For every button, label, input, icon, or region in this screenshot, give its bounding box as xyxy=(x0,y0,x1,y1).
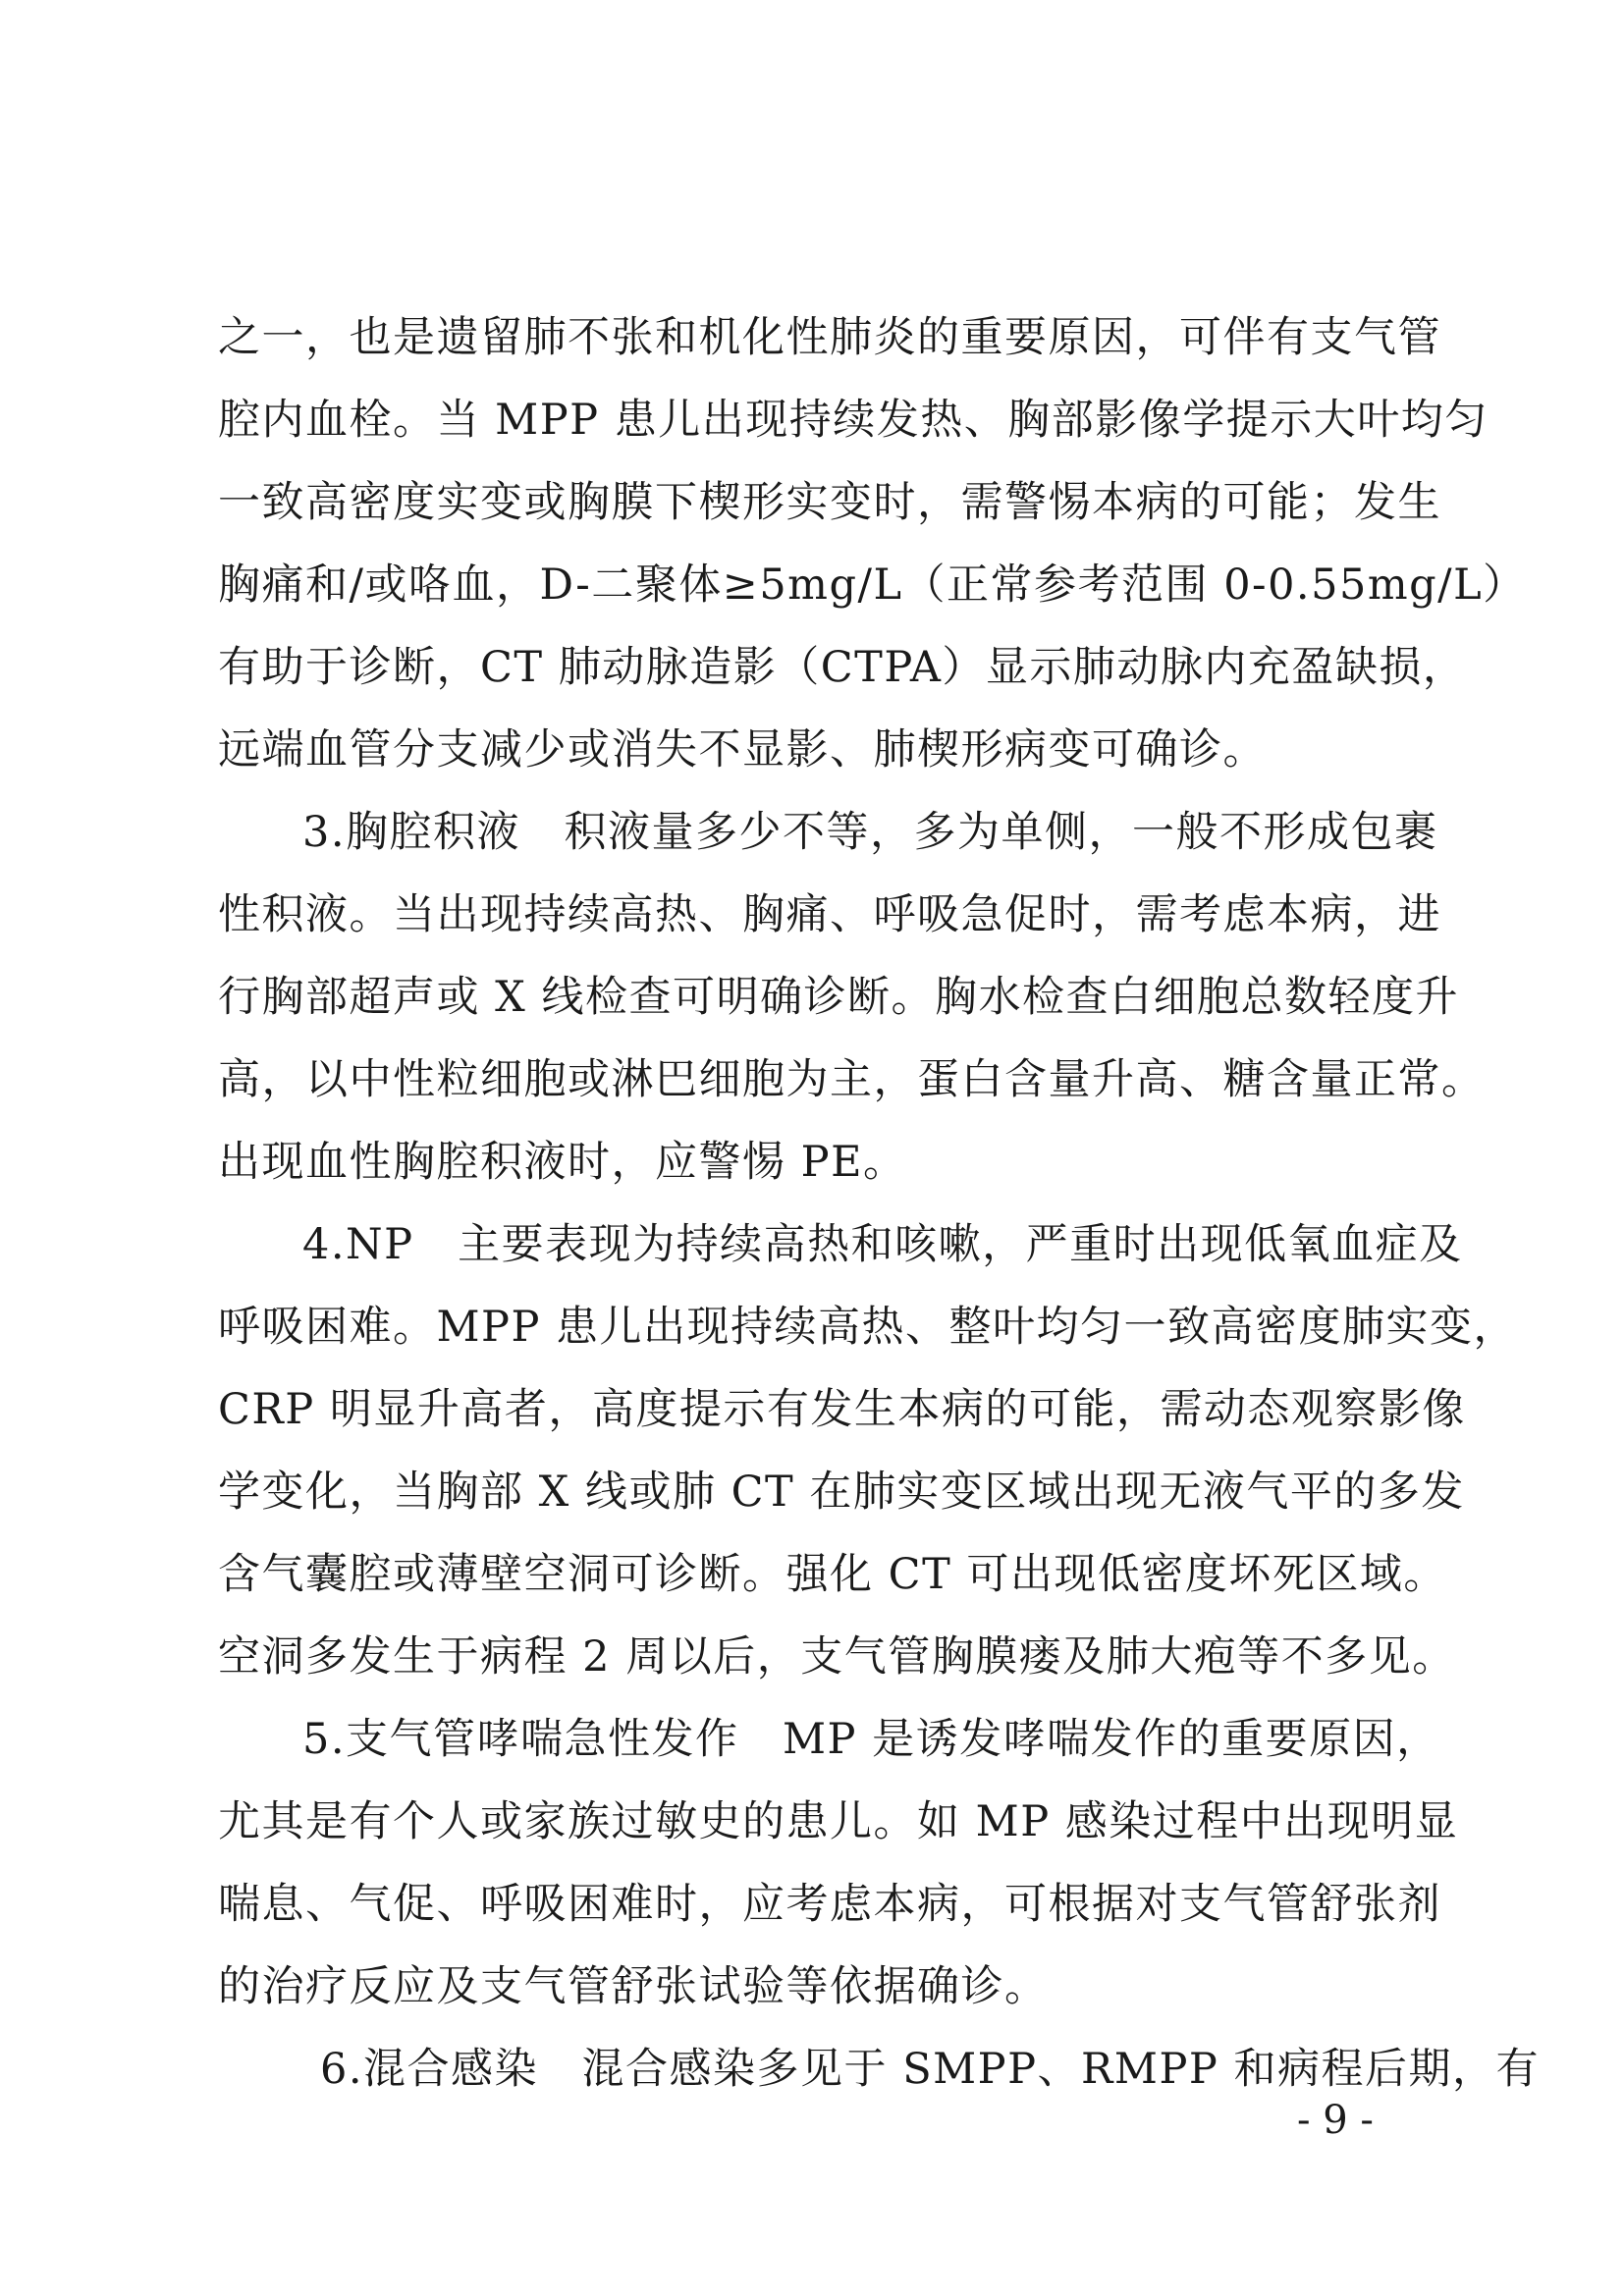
section-heading-line: 3.胸腔积液 积液量多少不等，多为单侧，一般不形成包裹 xyxy=(302,808,1438,857)
section-heading-line: 5.支气管哮喘急性发作 MP 是诱发哮喘发作的重要原因， xyxy=(302,1715,1440,1764)
text-line: 行胸部超声或 X 线检查可明确诊断。胸水检查白细胞总数轻度升 xyxy=(218,973,1459,1022)
text-line: 胸痛和/或咯血，D-二聚体≥5mg/L（正常参考范围 0-0.55mg/L） xyxy=(218,561,1527,610)
text-line: 有助于诊断，CT 肺动脉造影（CTPA）显示肺动脉内充盈缺损， xyxy=(218,643,1467,692)
body-text xyxy=(218,296,1540,2110)
text-line: 高，以中性粒细胞或淋巴细胞为主，蛋白含量升高、糖含量正常。 xyxy=(218,1055,1486,1104)
text-line: 含气囊腔或薄壁空洞可诊断。强化 CT 可出现低密度坏死区域。 xyxy=(218,1550,1447,1599)
text-line: 之一，也是遗留肺不张和机化性肺炎的重要原因，可伴有支气管 xyxy=(218,313,1441,362)
page-number: - 9 - xyxy=(1297,2098,1374,2143)
text-line: 学变化，当胸部 X 线或肺 CT 在肺实变区域出现无液气平的多发 xyxy=(218,1468,1465,1517)
text-line: 一致高密度实变或胸膜下楔形实变时，需警惕本病的可能；发生 xyxy=(218,478,1441,527)
text-line: 尤其是有个人或家族过敏史的患儿。如 MP 感染过程中出现明显 xyxy=(218,1797,1459,1846)
text-line: 性积液。当出现持续高热、胸痛、呼吸急促时，需考虑本病，进 xyxy=(218,890,1441,939)
text-line: 出现血性胸腔积液时，应警惕 PE。 xyxy=(218,1138,907,1187)
text-line: 远端血管分支减少或消失不显影、肺楔形病变可确诊。 xyxy=(218,725,1267,774)
text-line: 腔内血栓。当 MPP 患儿出现持续发热、胸部影像学提示大叶均匀 xyxy=(218,396,1489,445)
text-line: 喘息、气促、呼吸困难时，应考虑本病，可根据对支气管舒张剂 xyxy=(218,1880,1441,1929)
section-heading-line: 6.混合感染 混合感染多见于 SMPP、RMPP 和病程后期，有 xyxy=(320,2045,1540,2094)
text-line: 呼吸困难。MPP 患儿出现持续高热、整叶均匀一致高密度肺实变， xyxy=(218,1303,1518,1352)
text-line: CRP 明显升高者，高度提示有发生本病的可能，需动态观察影像 xyxy=(218,1385,1466,1434)
section-heading-line: 4.NP 主要表现为持续高热和咳嗽，严重时出现低氧血症及 xyxy=(302,1220,1463,1269)
text-line: 的治疗反应及支气管舒张试验等依据确诊。 xyxy=(218,1962,1049,2011)
text-line: 空洞多发生于病程 2 周以后，支气管胸膜瘘及肺大疱等不多见。 xyxy=(218,1632,1456,1682)
